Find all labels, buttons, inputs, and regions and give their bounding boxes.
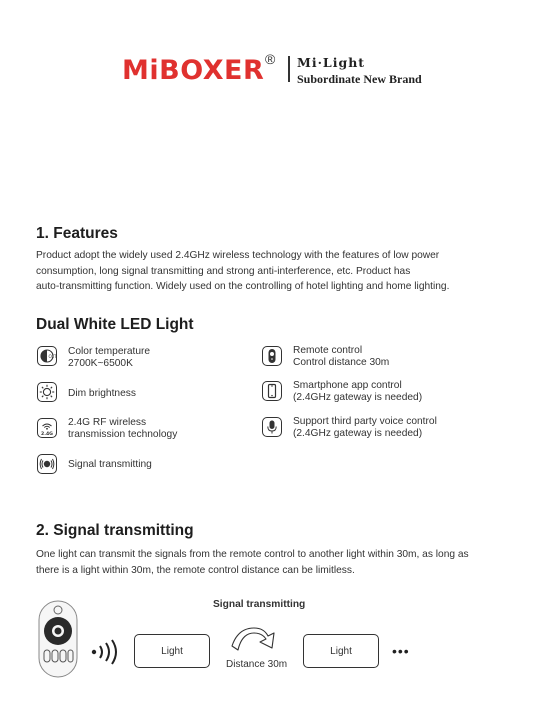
feature-sublabel: Control distance 30m (293, 357, 390, 368)
feature-voice-control (293, 416, 437, 440)
distance-label: Distance 30m (226, 659, 288, 670)
features-paragraph (36, 248, 516, 295)
signal-line: One light can transmit the signals from the remote control to another light within 30m, as long as (36, 549, 469, 560)
cct-badge: CCT (48, 353, 57, 359)
features-line: auto-transmitting function. Widely used on the controlling of hotel lighting and home lighting. (36, 281, 450, 292)
feature-label: Smartphone app control (293, 380, 402, 391)
rf-wireless-icon (37, 418, 57, 438)
feature-sublabel: 2700K~6500K (68, 358, 133, 369)
feature-sublabel: (2.4GHz gateway is needed) (293, 428, 423, 439)
remote-control-image (36, 600, 80, 680)
feature-sublabel: (2.4GHz gateway is needed) (293, 392, 423, 403)
feature-color-temperature (68, 346, 150, 370)
rf-badge: 2.4G (41, 432, 53, 437)
features-line: consumption, long signal transmitting and strong anti-interference, etc. Product has (36, 265, 411, 277)
signal-heading: 2. Signal transmitting (36, 522, 194, 539)
features-line: Product adopt the widely used 2.4GHz wireless technology with the features of low power (36, 250, 440, 261)
brand-subtitle: Subordinate New Brand (297, 72, 422, 86)
signal-waves-icon (90, 639, 120, 665)
feature-label: Support third party voice control (293, 416, 437, 427)
feature-remote-control (293, 345, 389, 369)
logo-divider (288, 56, 290, 82)
feature-sublabel: transmission technology (68, 429, 178, 440)
brand-name: Mi·Light (297, 55, 366, 70)
feature-dim-brightness: Dim brightness (68, 388, 136, 399)
signal-transmitting-icon (37, 454, 57, 474)
dim-brightness-icon (37, 382, 57, 402)
feature-smartphone-app (293, 380, 422, 404)
smartphone-icon (262, 381, 282, 401)
light-box-2: Light (303, 634, 379, 668)
microphone-icon (262, 417, 282, 437)
features-heading: 1. Features (36, 225, 118, 242)
product-heading: Dual White LED Light (36, 316, 194, 333)
signal-line: there is a light within 30m, the remote control distance can be limitless. (36, 564, 355, 576)
signal-paragraph (36, 547, 516, 578)
ellipsis-dots: ••• (392, 643, 410, 659)
feature-rf-wireless (68, 417, 177, 441)
feature-signal-transmitting: Signal transmitting (68, 459, 152, 470)
feature-label: Color temperature (68, 346, 151, 357)
light-box-1: Light (134, 634, 210, 668)
registered-mark: ® (265, 51, 276, 67)
color-temperature-icon (37, 346, 57, 366)
feature-label: Remote control (293, 345, 363, 356)
diagram-title: Signal transmitting (213, 599, 306, 610)
miboxer-logo: MiBOXER (122, 55, 265, 86)
feature-label: 2.4G RF wireless (68, 417, 147, 428)
curved-arrow-icon (228, 622, 280, 654)
remote-control-icon (262, 346, 282, 366)
